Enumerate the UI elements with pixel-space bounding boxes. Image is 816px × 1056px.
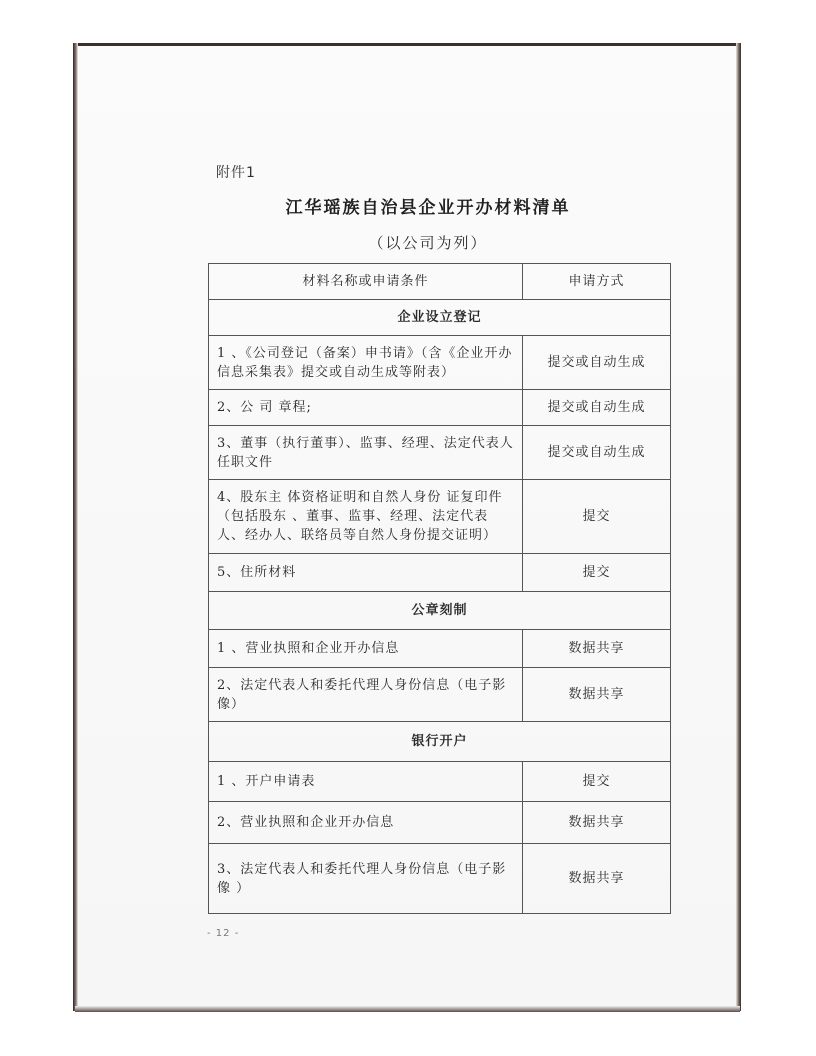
section-row bbox=[209, 722, 671, 762]
section-row bbox=[209, 592, 671, 630]
paper-right-edge bbox=[736, 43, 741, 1011]
table-row bbox=[209, 630, 671, 668]
section-row bbox=[209, 300, 671, 336]
method-cell: 提交 bbox=[523, 480, 671, 554]
material-cell: 5、住所材料 bbox=[209, 554, 523, 592]
method-cell: 数据共享 bbox=[523, 630, 671, 668]
section-title-bank: 银行开户 bbox=[209, 722, 671, 762]
section-title-registration: 企业设立登记 bbox=[209, 300, 671, 336]
material-cell: 1 、开户申请表 bbox=[209, 762, 523, 802]
table-header-row bbox=[209, 264, 671, 300]
document-subtitle: （以公司为列） bbox=[368, 234, 488, 252]
method-cell: 数据共享 bbox=[523, 844, 671, 914]
material-cell: 3、法定代表人和委托代理人身份信息（电子影像 ） bbox=[209, 844, 523, 914]
header-material: 材料名称或申请条件 bbox=[209, 264, 523, 300]
table-row bbox=[209, 802, 671, 844]
table-row bbox=[209, 668, 671, 722]
material-cell: 2、营业执照和企业开办信息 bbox=[209, 802, 523, 844]
method-cell: 提交 bbox=[523, 762, 671, 802]
attachment-label: 附件1 bbox=[216, 165, 256, 181]
table-row bbox=[209, 480, 671, 554]
material-cell: 1 、《公司登记（备案）申书请》（含《企业开办信息采集表》提交或自动生成等附表） bbox=[209, 336, 523, 390]
document-title: 江华瑶族自治县企业开办材料清单 bbox=[285, 198, 571, 218]
table-row bbox=[209, 336, 671, 390]
table-row bbox=[209, 554, 671, 592]
table-row bbox=[209, 426, 671, 480]
material-cell: 4、股东主 体资格证明和自然人身份 证复印件（包括股东 、董事、监事、经理、法定代表人、经办人、联络员等自然人身份提交证明） bbox=[209, 480, 523, 554]
table-row bbox=[209, 844, 671, 914]
material-cell: 1 、营业执照和企业开办信息 bbox=[209, 630, 523, 668]
method-cell: 数据共享 bbox=[523, 802, 671, 844]
method-cell: 提交或自动生成 bbox=[523, 390, 671, 426]
table-row bbox=[209, 390, 671, 426]
material-cell: 2、公 司 章程; bbox=[209, 390, 523, 426]
material-cell: 2、法定代表人和委托代理人身份信息（电子影像） bbox=[209, 668, 523, 722]
method-cell: 提交或自动生成 bbox=[523, 426, 671, 480]
page-number: - 12 - bbox=[207, 928, 240, 939]
section-title-seal: 公章刻制 bbox=[209, 592, 671, 630]
method-cell: 提交或自动生成 bbox=[523, 336, 671, 390]
header-method: 申请方式 bbox=[523, 264, 671, 300]
table-row bbox=[209, 762, 671, 802]
method-cell: 数据共享 bbox=[523, 668, 671, 722]
paper-bottom-edge bbox=[75, 1006, 740, 1012]
material-cell: 3、董事（执行董事）、监事、经理、法定代表人任职文件 bbox=[209, 426, 523, 480]
method-cell: 提交 bbox=[523, 554, 671, 592]
materials-table bbox=[208, 263, 671, 914]
